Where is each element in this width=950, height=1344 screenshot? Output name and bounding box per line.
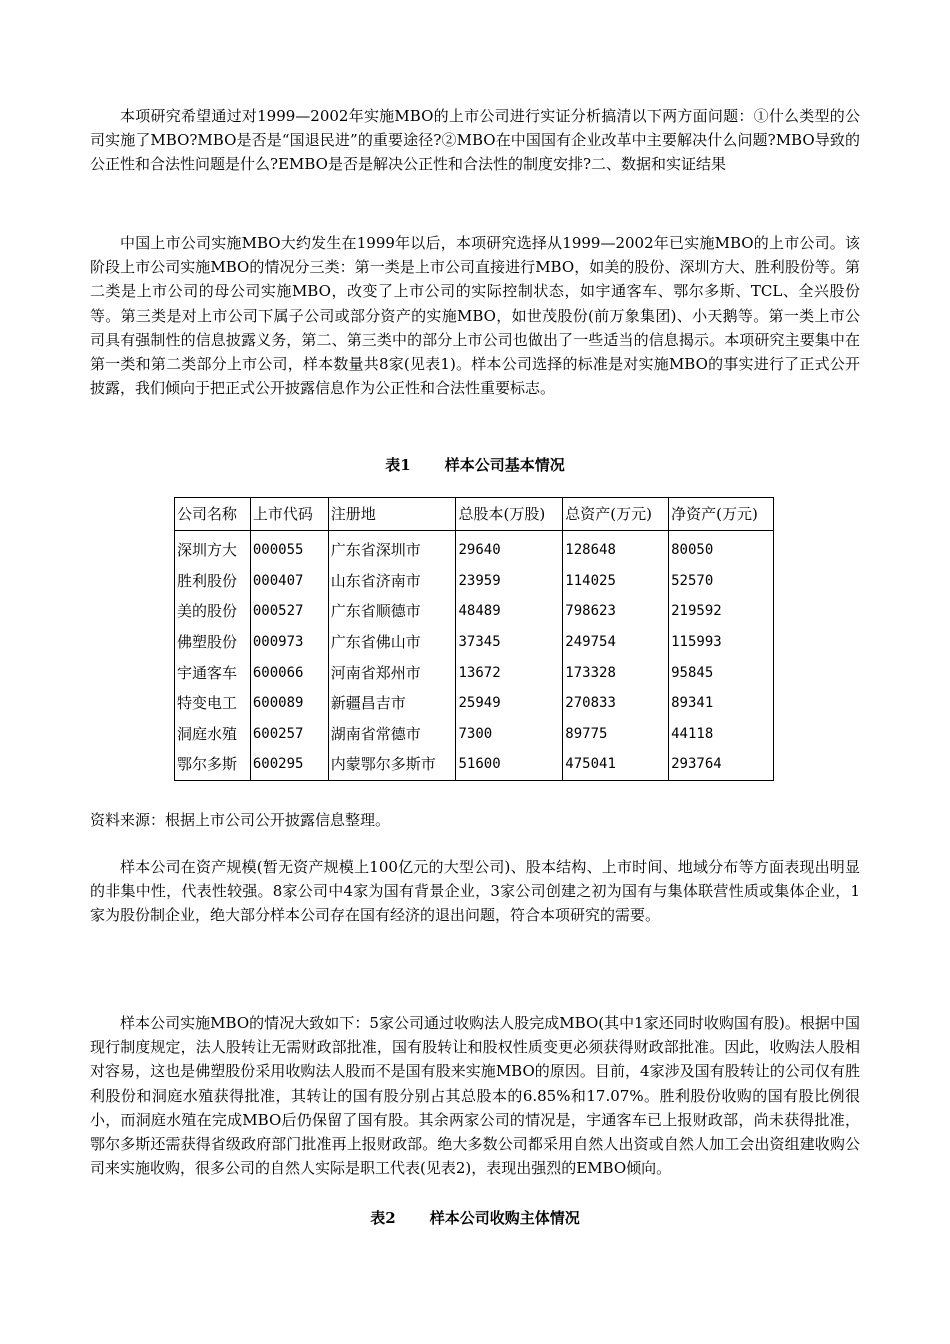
table1-source-note: 资料来源：根据上市公司公开披露信息整理。 [90,811,391,829]
table1-caption [0,455,950,475]
table1-header-cell: 总资产(万元) [563,498,669,531]
location-cell: 广东省顺德市 [328,596,456,627]
total-shares-cell: 51600 [456,749,563,780]
stock-code-cell: 600066 [250,657,328,688]
total-shares-cell: 13672 [456,657,563,688]
net-assets-cell: 80050 [669,531,774,566]
net-assets-cell: 89341 [669,688,774,719]
table-row [175,596,774,627]
company-name-cell: 特变电工 [175,688,251,719]
location-cell: 内蒙鄂尔多斯市 [328,749,456,780]
net-assets-cell: 52570 [669,566,774,597]
company-name-cell: 深圳方大 [175,531,251,566]
company-name-cell: 洞庭水殖 [175,719,251,750]
stock-code-cell: 600295 [250,749,328,780]
table1-header-cell: 上市代码 [250,498,328,531]
table2-caption [0,1208,950,1228]
net-assets-cell: 219592 [669,596,774,627]
location-cell: 河南省郑州市 [328,657,456,688]
table1-title: 样本公司基本情况 [444,456,565,474]
table1-header-cell: 注册地 [328,498,456,531]
net-assets-cell: 95845 [669,657,774,688]
company-name-cell: 宇通客车 [175,657,251,688]
table1-header-cell: 公司名称 [175,498,251,531]
total-assets-cell: 475041 [563,749,669,780]
stock-code-cell: 000527 [250,596,328,627]
total-assets-cell: 249754 [563,627,669,658]
stock-code-cell: 600257 [250,719,328,750]
total-assets-cell: 89775 [563,719,669,750]
company-name-cell: 美的股份 [175,596,251,627]
table2-number: 表2 [370,1209,396,1227]
total-shares-cell: 48489 [456,596,563,627]
company-name-cell: 鄂尔多斯 [175,749,251,780]
table2-title: 样本公司收购主体情况 [429,1209,580,1227]
table1-header-cell: 总股本(万股) [456,498,563,531]
net-assets-cell: 293764 [669,749,774,780]
location-cell: 新疆昌吉市 [328,688,456,719]
total-assets-cell: 114025 [563,566,669,597]
table-row [175,566,774,597]
table-row [175,688,774,719]
total-assets-cell: 270833 [563,688,669,719]
paragraph-sample-selection: 中国上市公司实施MBO大约发生在1999年以后，本项研究选择从1999—2002年已实施MBO的上市公司。该阶段上市公司实施MBO的情况分三类：第一类是上市公司直接进行MBO，如美的股份、深圳方大、胜利股份等。第二类是上市公司的母公司实施MBO，改变了上市公司的实际控制状态，如宇通客车、鄂尔多斯、TCL、全兴股份等。第三类是对上市公司下属子公司或部分资产的实施MBO，如世茂股份(前万象集团)、小天鹅等。第一类上市公司具有强制性的信息披露义务，第二、第三类中的部分上市公司也做出了一些适当的信息揭示。本项研究主要集中在第一类和第二类部分上市公司，样本数量共8家(见表1)。样本公司选择的标准是对实施MBO的事实进行了正式公开披露，我们倾向于把正式公开披露信息作为公正性和合法性重要标志。 [90,234,860,398]
table-row [175,627,774,658]
company-name-cell: 胜利股份 [175,566,251,597]
total-shares-cell: 37345 [456,627,563,658]
table1-header-row [175,498,774,531]
location-cell: 山东省济南市 [328,566,456,597]
total-assets-cell: 798623 [563,596,669,627]
table1 [174,497,774,781]
total-shares-cell: 23959 [456,566,563,597]
paragraph-mbo-implementation: 样本公司实施MBO的情况大致如下：5家公司通过收购法人股完成MBO(其中1家还同时收购国有股)。根据中国现行制度规定，法人股转让无需财政部批准，国有股转让和股权性质变更必须获得财政部批准。因此，收购法人股相对容易，这也是佛塑股份采用收购法人股而不是国有股来实施MBO的原因。目前，4家涉及国有股转让的公司仅有胜利股份和洞庭水殖获得批准，其转让的国有股分别占其总股本的6.85%和17.07%。胜利股份收购的国有股比例很小，而洞庭水殖在完成MBO后仍保留了国有股。其余两家公司的情况是，宇通客车已上报财政部，尚未获得批准，鄂尔多斯还需获得省级政府部门批准再上报财政部。绝大多数公司都采用自然人出资或自然人加工会出资组建收购公司来实施收购，很多公司的自然人实际是职工代表(见表2)，表现出强烈的EMBO倾向。 [90,1014,860,1178]
paragraph-research-goals: 本项研究希望通过对1999—2002年实施MBO的上市公司进行实证分析搞清以下两方面问题：①什么类型的公司实施了MBO?MBO是否是“国退民进”的重要途径?②MBO在中国国有企业改革中主要解决什么问题?MBO导致的公正性和合法性问题是什么?EMBO是否是解决公正性和合法性的制度安排?二、数据和实证结果 [90,107,860,174]
company-name-cell: 佛塑股份 [175,627,251,658]
stock-code-cell: 000407 [250,566,328,597]
table-row [175,531,774,566]
table-row [175,657,774,688]
location-cell: 广东省深圳市 [328,531,456,566]
net-assets-cell: 115993 [669,627,774,658]
total-shares-cell: 29640 [456,531,563,566]
stock-code-cell: 000973 [250,627,328,658]
location-cell: 广东省佛山市 [328,627,456,658]
total-assets-cell: 128648 [563,531,669,566]
table-row [175,749,774,780]
net-assets-cell: 44118 [669,719,774,750]
stock-code-cell: 600089 [250,688,328,719]
table-row [175,719,774,750]
paragraph-sample-characteristics: 样本公司在资产规模(暂无资产规模上100亿元的大型公司)、股本结构、上市时间、地域分布等方面表现出明显的非集中性，代表性较强。8家公司中4家为国有背景企业，3家公司创建之初为国有与集体联营性质或集体企业，1家为股份制企业，绝大部分样本公司存在国有经济的退出问题，符合本项研究的需要。 [90,858,860,925]
total-shares-cell: 25949 [456,688,563,719]
total-shares-cell: 7300 [456,719,563,750]
location-cell: 湖南省常德市 [328,719,456,750]
stock-code-cell: 000055 [250,531,328,566]
table1-number: 表1 [385,456,411,474]
table1-header-cell: 净资产(万元) [669,498,774,531]
total-assets-cell: 173328 [563,657,669,688]
